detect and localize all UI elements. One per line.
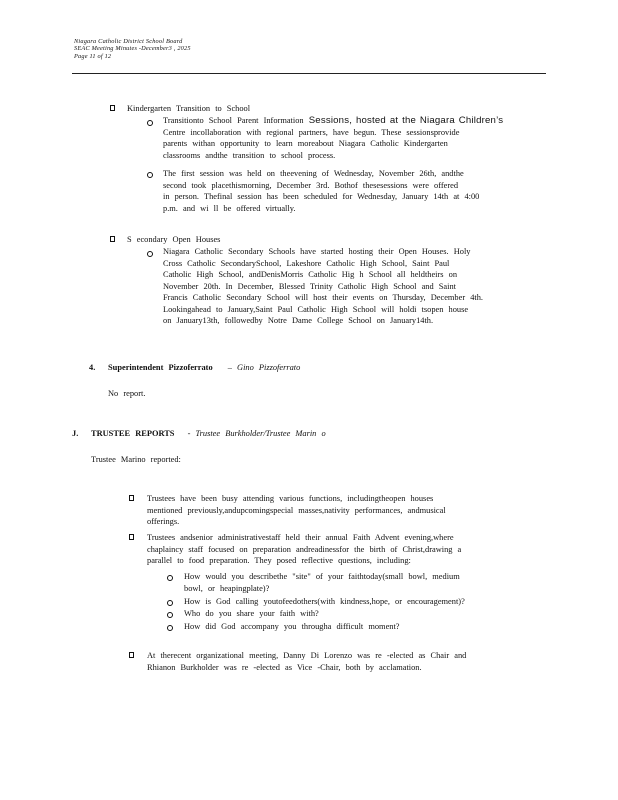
trustee-item-3 bbox=[147, 650, 527, 673]
bullet-circle-icon bbox=[167, 625, 173, 631]
kindergarten-heading: Kindergarten Transition to School bbox=[127, 104, 251, 113]
bullet-square-icon bbox=[110, 104, 115, 114]
page-header bbox=[74, 38, 191, 60]
kindergarten-item2-line1: The first session was held on theevening of Wednesday, November 26th, andthe bbox=[163, 169, 464, 178]
bullet-square-icon bbox=[110, 235, 115, 245]
secondary-line6: Lookingahead to January,Saint Paul Catholic High School will holdi tsopen house bbox=[163, 304, 469, 314]
secondary-line2: Cross Catholic SecondarySchool, Lakeshore Catholic High School, Saint Paul bbox=[163, 258, 450, 268]
kindergarten-item1-line4: classrooms andthe transition to school process. bbox=[163, 150, 336, 160]
trustee-item2-line1: Trustees andsenior administrativestaff held their annual Faith Advent evening,where bbox=[147, 533, 454, 542]
superintendent-name: – Gino Pizzoferrato bbox=[227, 363, 301, 372]
kindergarten-item1-line2: Centre incollaboration with regional partners, have begun. These sessionsprovide bbox=[163, 127, 460, 137]
superintendent-body: No report. bbox=[108, 389, 146, 398]
bullet-square-icon bbox=[129, 494, 134, 504]
bullet-square-icon bbox=[129, 533, 134, 543]
bullet-circle-icon bbox=[147, 120, 153, 126]
kindergarten-item-2 bbox=[163, 168, 535, 214]
bullet-circle-icon bbox=[147, 172, 153, 178]
superintendent-number: 4. bbox=[89, 363, 96, 372]
trustee-reports-heading bbox=[91, 428, 326, 440]
kindergarten-item1-lead: Transitionto School Parent Information bbox=[163, 116, 304, 125]
header-meeting-title: SEAC Meeting Minutes -December3 , 2025 bbox=[74, 45, 191, 53]
secondary-item bbox=[163, 246, 535, 327]
trustee-item1-line2: mentioned previously,andupcomingspecial masses,nativity performances, andmusical bbox=[147, 505, 446, 515]
trustee-reports-intro: Trustee Marino reported: bbox=[91, 455, 181, 464]
kindergarten-item2-line4: p.m. and wi ll be offered virtually. bbox=[163, 203, 296, 213]
bullet-circle-icon bbox=[147, 251, 153, 257]
trustee-item-1 bbox=[147, 493, 519, 528]
secondary-line3: Catholic High School, andDenisMorris Catholic Hig h School all heldtheirs on bbox=[163, 270, 458, 279]
kindergarten-item-1 bbox=[163, 115, 535, 161]
trustee-item2-line3: parallel to food preparation. They posed reflective questions, including: bbox=[147, 556, 411, 565]
trustee-reports-letter: J. bbox=[72, 429, 79, 438]
kindergarten-item2-line2: second took placethismorning, December 3rd. Bothof thesesessions were offered bbox=[163, 180, 459, 190]
bullet-circle-icon bbox=[167, 612, 173, 618]
trustee-item1-line3: offerings. bbox=[147, 517, 180, 526]
header-board-name: Niagara Catholic District School Board bbox=[74, 38, 183, 45]
bullet-square-icon bbox=[129, 651, 134, 661]
secondary-line4: November 20th. In December, Blessed Trinity Catholic High School and Saint bbox=[163, 281, 456, 291]
reflective-question-3: Who do you share your faith with? bbox=[184, 609, 319, 618]
kindergarten-item1-line3: parents withan opportunity to learn moreabout Niagara Catholic Kindergarten bbox=[163, 139, 448, 148]
header-page-number: Page 11 of 12 bbox=[74, 52, 112, 60]
trustee-item3-line1: At therecent organizational meeting, Danny Di Lorenzo was re -elected as Chair and bbox=[147, 651, 467, 660]
kindergarten-item1-emphasis: Sessions, hosted at the Niagara Children’s bbox=[308, 115, 504, 126]
secondary-line7: on January13th, followedby Notre Dame College School on January14th. bbox=[163, 316, 434, 325]
superintendent-title: Superintendent Pizzoferrato bbox=[108, 363, 213, 372]
trustee-item2-line2: chaplaincy staff focused on preparation andreadinessfor the birth of Christ,drawing a bbox=[147, 544, 462, 554]
superintendent-heading bbox=[108, 362, 300, 374]
kindergarten-item2-line3: in person. Thefinal session has been scheduled for Wednesday, January 14th at 4:00 bbox=[163, 192, 480, 201]
secondary-heading: S econdary Open Houses bbox=[127, 235, 221, 244]
secondary-line5: Francis Catholic Secondary School will host their events on Thursday, December 4th. bbox=[163, 293, 484, 302]
reflective-question-1 bbox=[184, 571, 524, 594]
question-1-line1: How would you describethe "site" of your faithtoday(small bowl, medium bbox=[184, 572, 460, 581]
trustee-reports-title: TRUSTEE REPORTS bbox=[91, 429, 175, 438]
question-1-line2: bowl, or heapingplate)? bbox=[184, 583, 270, 593]
bullet-circle-icon bbox=[167, 575, 173, 581]
trustee-reports-byline: - Trustee Burkholder/Trustee Marin o bbox=[187, 429, 326, 438]
reflective-question-2: How is God calling youtofeedothers(with kindness,hope, or encouragement)? bbox=[184, 597, 465, 606]
reflective-question-4: How did God accompany you througha difficult moment? bbox=[184, 622, 400, 631]
trustee-item3-line2: Rhianon Burkholder was re -elected as Vice -Chair, both by acclamation. bbox=[147, 662, 422, 672]
header-divider bbox=[72, 73, 546, 74]
bullet-circle-icon bbox=[167, 600, 173, 606]
trustee-item1-line1: Trustees have been busy attending various functions, includingtheopen houses bbox=[147, 494, 434, 503]
secondary-line1: Niagara Catholic Secondary Schools have started hosting their Open Houses. Holy bbox=[163, 247, 471, 256]
trustee-item-2 bbox=[147, 532, 527, 567]
